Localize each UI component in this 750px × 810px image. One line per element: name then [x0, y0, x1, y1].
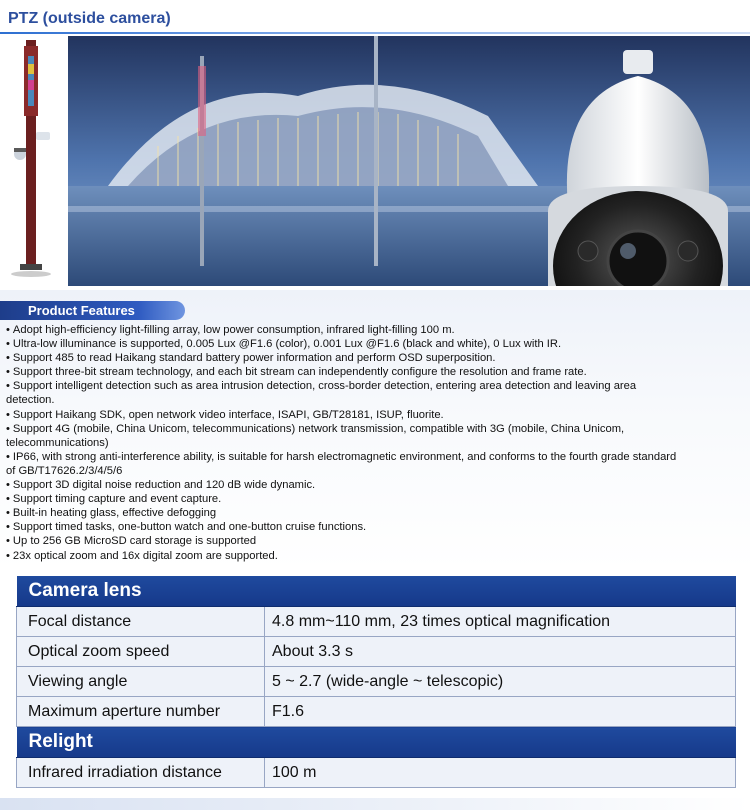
table-row	[17, 697, 736, 727]
spec-label: Viewing angle	[17, 667, 265, 697]
page-title-text: PTZ (outside camera	[8, 10, 166, 27]
table-row	[17, 607, 736, 637]
section-camera-lens-heading: Camera lens	[17, 576, 736, 607]
feature-item: • Support 3D digital noise reduction and 120 dB wide dynamic.	[6, 478, 686, 492]
feature-item: • Ultra-low illuminance is supported, 0.005 Lux @F1.6 (color), 0.001 Lux @F1.6 (black and white), 0 Lux with IR.	[6, 337, 686, 351]
spec-label: Optical zoom speed	[17, 637, 265, 667]
spec-value: 5 ~ 2.7 (wide-angle ~ telescopic)	[265, 667, 736, 697]
ir-led-right	[678, 241, 698, 261]
pole-shadow	[11, 271, 51, 277]
pole-led-pink	[28, 80, 34, 90]
table-row	[17, 637, 736, 667]
section-header-row	[17, 727, 736, 758]
spec-value: About 3.3 s	[265, 637, 736, 667]
feature-item: • Adopt high-efficiency light-filling array, low power consumption, infrared light-filling 100 m.	[6, 323, 686, 337]
ptz-dome-camera-image	[68, 36, 750, 286]
feature-item: • Support intelligent detection such as area intrusion detection, cross-border detection, entering area detection and leaving area detection.	[6, 379, 686, 407]
camera-pole-image	[0, 36, 66, 286]
spec-label: Focal distance	[17, 607, 265, 637]
features-list	[6, 323, 686, 563]
features-heading: Product Features	[0, 301, 185, 320]
feature-item: • Support timing capture and event capture.	[6, 492, 686, 506]
pole-bracket	[14, 148, 26, 152]
pole-bullet-camera	[36, 132, 50, 140]
feature-item: • 23x optical zoom and 16x digital zoom are supported.	[6, 549, 686, 563]
section-header-row	[17, 576, 736, 607]
ir-led-left	[578, 241, 598, 261]
spec-label: Maximum aperture number	[17, 697, 265, 727]
lamp-pole-center	[374, 36, 378, 266]
title-underline	[0, 32, 750, 34]
feature-item: • Support timed tasks, one-button watch and one-button cruise functions.	[6, 520, 686, 534]
lens-highlight	[620, 243, 636, 259]
hero-illustration	[68, 36, 750, 286]
pole-illustration	[0, 36, 66, 286]
feature-item: • Support 4G (mobile, China Unicom, telecommunications) network transmission, compatible with 3G (mobile, China Unicom, telecommunications)	[6, 422, 686, 450]
feature-item: • Built-in heating glass, effective defogging	[6, 506, 686, 520]
feature-item: • Up to 256 GB MicroSD card storage is supported	[6, 534, 686, 548]
spec-value: 100 m	[265, 758, 736, 788]
section-relight-heading: Relight	[17, 727, 736, 758]
spec-label: Infrared irradiation distance	[17, 758, 265, 788]
page-title-paren: )	[165, 10, 171, 27]
spec-value: F1.6	[265, 697, 736, 727]
feature-item: • IP66, with strong anti-interference ability, is suitable for harsh electromagnetic environment, and conforms to the fourth grade standard of GB/T17626.2/3/4/5/6	[6, 450, 686, 478]
spec-value: 4.8 mm~110 mm, 23 times optical magnification	[265, 607, 736, 637]
feature-item: • Support Haikang SDK, open network video interface, ISAPI, GB/T28181, ISUP, fluorite.	[6, 408, 686, 422]
feature-item: • Support 485 to read Haikang standard battery power information and perform OSD superposition.	[6, 351, 686, 365]
camera-lens	[608, 231, 668, 286]
camera-mount	[623, 50, 653, 74]
pole-led-yellow	[28, 64, 34, 74]
lamp-pole-lights	[198, 66, 206, 136]
pole-base	[20, 264, 42, 270]
feature-item: • Support three-bit stream technology, and each bit stream can independently configure the resolution and frame rate.	[6, 365, 686, 379]
table-row	[17, 758, 736, 788]
spec-table	[16, 576, 736, 788]
page-title	[8, 6, 171, 32]
footer-band	[0, 798, 750, 810]
table-row	[17, 667, 736, 697]
